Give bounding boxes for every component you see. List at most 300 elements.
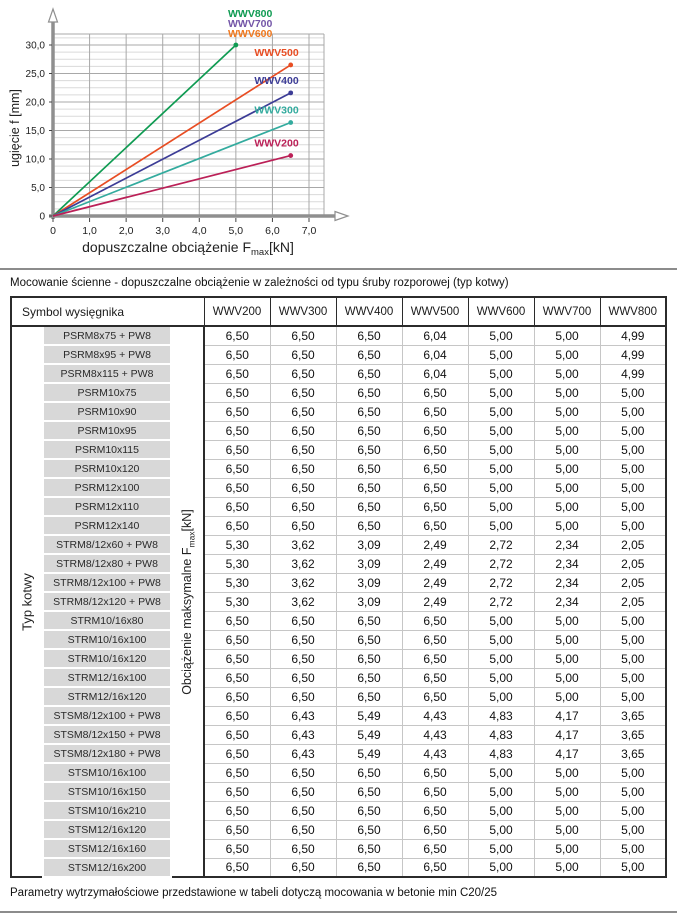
y-tick-label: 30,0 — [25, 40, 45, 52]
anchor-type-label: STRM12/16x120 — [43, 687, 171, 706]
load-value: 6,50 — [270, 763, 336, 782]
load-value: 6,50 — [336, 763, 402, 782]
load-value: 3,09 — [336, 535, 402, 554]
load-value: 5,00 — [600, 402, 666, 421]
load-table — [10, 296, 667, 878]
load-value: 6,50 — [402, 687, 468, 706]
load-value: 5,00 — [534, 421, 600, 440]
load-value: 5,00 — [468, 801, 534, 820]
load-value: 5,00 — [468, 383, 534, 402]
load-value: 6,50 — [204, 801, 270, 820]
load-value: 6,50 — [402, 440, 468, 459]
load-value: 6,50 — [204, 326, 270, 345]
anchor-type-label: PSRM12x140 — [43, 516, 171, 535]
table-row — [11, 668, 666, 687]
series-endpoint-wwv400 — [288, 90, 293, 95]
load-value: 5,00 — [468, 364, 534, 383]
divider — [0, 268, 677, 270]
load-value: 5,00 — [534, 649, 600, 668]
load-value: 6,50 — [336, 478, 402, 497]
load-value: 2,49 — [402, 573, 468, 592]
load-value: 6,50 — [270, 345, 336, 364]
load-value: 6,50 — [204, 725, 270, 744]
load-value: 6,50 — [270, 839, 336, 858]
table-row — [11, 782, 666, 801]
load-value: 4,83 — [468, 744, 534, 763]
anchor-type-label: PSRM10x115 — [43, 440, 171, 459]
max-load-axis-label: Obciążenie maksymalne $F_{max}[kN]$ — [179, 508, 196, 695]
table-row — [11, 687, 666, 706]
load-value: 5,00 — [468, 630, 534, 649]
load-value: 6,50 — [270, 364, 336, 383]
load-value: 5,30 — [204, 554, 270, 573]
load-value: 5,00 — [468, 820, 534, 839]
load-value: 5,00 — [534, 516, 600, 535]
table-row — [11, 497, 666, 516]
load-value: 2,72 — [468, 573, 534, 592]
table-row — [11, 725, 666, 744]
y-axis-arrow — [49, 9, 58, 22]
load-value: 5,00 — [600, 383, 666, 402]
load-value: 5,00 — [534, 820, 600, 839]
load-value: 6,50 — [402, 668, 468, 687]
table-row — [11, 421, 666, 440]
load-value: 4,43 — [402, 725, 468, 744]
load-value: 3,09 — [336, 573, 402, 592]
load-value: 5,00 — [468, 782, 534, 801]
load-value: 2,49 — [402, 554, 468, 573]
anchor-type-label: PSRM10x90 — [43, 402, 171, 421]
load-value: 6,50 — [402, 649, 468, 668]
load-value: 5,30 — [204, 535, 270, 554]
load-value: 6,50 — [270, 459, 336, 478]
table-row — [11, 630, 666, 649]
load-value: 6,50 — [204, 744, 270, 763]
table-header-row — [11, 297, 666, 326]
load-value: 6,50 — [204, 687, 270, 706]
load-value: 4,17 — [534, 706, 600, 725]
table-row — [11, 478, 666, 497]
load-value: 6,50 — [270, 668, 336, 687]
load-value: 5,00 — [534, 858, 600, 877]
load-value: 5,00 — [600, 687, 666, 706]
load-value: 5,00 — [600, 858, 666, 877]
series-label-wwv700: WWV700 — [228, 18, 273, 30]
load-value: 6,50 — [204, 478, 270, 497]
load-value: 2,05 — [600, 592, 666, 611]
load-value: 5,00 — [600, 611, 666, 630]
load-value: 5,30 — [204, 573, 270, 592]
series-label-wwv800: WWV800 — [228, 8, 273, 20]
series-endpoint-wwv200 — [288, 153, 293, 158]
page — [0, 6, 677, 897]
series-label-wwv500: WWV500 — [254, 46, 299, 59]
load-value: 5,00 — [600, 630, 666, 649]
column-header-wwv600: WWV600 — [468, 297, 534, 326]
load-value: 4,83 — [468, 706, 534, 725]
load-value: 5,00 — [468, 402, 534, 421]
load-value: 5,00 — [534, 478, 600, 497]
anchor-type-label: STRM8/12x80 + PW8 — [43, 554, 171, 573]
load-value: 6,50 — [336, 345, 402, 364]
load-value: 6,50 — [402, 820, 468, 839]
load-value: 6,50 — [336, 364, 402, 383]
load-value: 6,50 — [270, 687, 336, 706]
anchor-type-label: STSM8/12x150 + PW8 — [43, 725, 171, 744]
load-value: 2,05 — [600, 554, 666, 573]
column-header-wwv200: WWV200 — [204, 297, 270, 326]
table-row — [11, 326, 666, 345]
load-value: 5,00 — [468, 763, 534, 782]
anchor-type-label: STSM8/12x100 + PW8 — [43, 706, 171, 725]
load-value: 2,72 — [468, 535, 534, 554]
load-value: 6,50 — [270, 326, 336, 345]
load-value: 6,50 — [270, 649, 336, 668]
table-row — [11, 592, 666, 611]
load-value: 6,50 — [336, 649, 402, 668]
table-row — [11, 440, 666, 459]
load-value: 6,50 — [204, 763, 270, 782]
load-value: 6,50 — [204, 839, 270, 858]
table-row — [11, 839, 666, 858]
load-value: 6,50 — [270, 497, 336, 516]
load-value: 5,00 — [600, 421, 666, 440]
x-tick-label: 5,0 — [228, 225, 244, 237]
load-value: 5,00 — [468, 839, 534, 858]
anchor-type-label: STSM10/16x100 — [43, 763, 171, 782]
load-value: 6,50 — [336, 782, 402, 801]
load-value: 6,50 — [336, 611, 402, 630]
load-value: 5,00 — [600, 668, 666, 687]
load-value: 6,50 — [336, 459, 402, 478]
load-value: 6,50 — [402, 459, 468, 478]
load-value: 6,50 — [204, 630, 270, 649]
load-value: 6,50 — [336, 668, 402, 687]
x-tick-label: 2,0 — [118, 225, 134, 237]
load-value: 6,50 — [270, 402, 336, 421]
load-value: 5,00 — [534, 668, 600, 687]
load-value: 6,50 — [204, 649, 270, 668]
table-row — [11, 364, 666, 383]
load-value: 2,34 — [534, 535, 600, 554]
anchor-type-label: STSM12/16x120 — [43, 820, 171, 839]
load-value: 6,50 — [270, 801, 336, 820]
table-row — [11, 383, 666, 402]
x-tick-label: 4,0 — [191, 225, 207, 237]
load-value: 5,00 — [534, 611, 600, 630]
load-value: 6,50 — [204, 782, 270, 801]
y-tick-label: 15,0 — [25, 126, 45, 137]
load-value: 6,50 — [204, 706, 270, 725]
load-value: 3,62 — [270, 535, 336, 554]
load-value: 5,00 — [534, 839, 600, 858]
load-value: 4,43 — [402, 706, 468, 725]
load-value: 6,50 — [204, 516, 270, 535]
anchor-type-label: STRM10/16x100 — [43, 630, 171, 649]
load-value: 6,50 — [336, 402, 402, 421]
load-value: 2,49 — [402, 535, 468, 554]
load-value: 6,50 — [270, 782, 336, 801]
load-value: 5,00 — [468, 858, 534, 877]
x-axis-title: dopuszczalne obciążenie $F_{max}[kN]$ — [82, 239, 294, 258]
load-value: 5,00 — [534, 763, 600, 782]
load-value: 2,05 — [600, 535, 666, 554]
series-line-wwv200 — [53, 156, 291, 216]
series-label-wwv300: WWV300 — [254, 104, 299, 117]
x-tick-label: 6,0 — [265, 225, 280, 237]
table-row — [11, 345, 666, 364]
load-value: 6,50 — [336, 497, 402, 516]
load-value: 5,49 — [336, 744, 402, 763]
load-value: 6,43 — [270, 744, 336, 763]
load-value: 5,00 — [600, 440, 666, 459]
table-row — [11, 516, 666, 535]
load-value: 6,50 — [270, 383, 336, 402]
load-value: 5,00 — [534, 345, 600, 364]
load-value: 4,99 — [600, 345, 666, 364]
x-tick-label: 0 — [50, 225, 56, 237]
anchor-type-label: PSRM12x110 — [43, 497, 171, 516]
footer-note: Parametry wytrzymałościowe przedstawione w tabeli dotyczą mocowania w betonie min C20/25 — [10, 887, 498, 899]
load-value: 6,43 — [270, 725, 336, 744]
load-value: 6,50 — [336, 839, 402, 858]
load-value: 5,00 — [468, 421, 534, 440]
anchor-type-label: PSRM10x120 — [43, 459, 171, 478]
load-value: 5,00 — [534, 630, 600, 649]
load-value: 5,00 — [468, 497, 534, 516]
load-value: 3,62 — [270, 592, 336, 611]
table-row — [11, 573, 666, 592]
load-value: 5,00 — [468, 611, 534, 630]
load-value: 6,50 — [402, 801, 468, 820]
load-value: 3,09 — [336, 554, 402, 573]
load-value: 5,00 — [468, 478, 534, 497]
load-value: 6,50 — [204, 421, 270, 440]
table-row — [11, 706, 666, 725]
anchor-type-label: STSM10/16x210 — [43, 801, 171, 820]
load-value: 6,50 — [270, 440, 336, 459]
load-value: 5,00 — [468, 668, 534, 687]
anchor-type-label: STSM10/16x150 — [43, 782, 171, 801]
series-label-wwv600: WWV600 — [228, 28, 273, 40]
load-value: 6,50 — [270, 421, 336, 440]
load-value: 2,34 — [534, 592, 600, 611]
load-value: 4,99 — [600, 326, 666, 345]
column-header-wwv700: WWV700 — [534, 297, 600, 326]
load-value: 6,50 — [204, 668, 270, 687]
anchor-type-label: STSM8/12x180 + PW8 — [43, 744, 171, 763]
table-row — [11, 763, 666, 782]
anchor-type-label: PSRM8x75 + PW8 — [43, 326, 171, 345]
load-value: 6,50 — [270, 478, 336, 497]
x-tick-label: 7,0 — [301, 225, 317, 237]
load-value: 5,00 — [534, 801, 600, 820]
load-value: 3,65 — [600, 744, 666, 763]
load-value: 5,00 — [534, 687, 600, 706]
load-value: 5,00 — [600, 516, 666, 535]
load-value: 5,00 — [534, 402, 600, 421]
anchor-type-label: STSM12/16x160 — [43, 839, 171, 858]
series-label-wwv400: WWV400 — [254, 74, 299, 87]
load-value: 5,00 — [468, 516, 534, 535]
load-value: 5,00 — [468, 345, 534, 364]
load-value: 5,00 — [600, 497, 666, 516]
load-value: 5,00 — [600, 839, 666, 858]
load-value: 6,50 — [336, 440, 402, 459]
load-value: 5,00 — [534, 383, 600, 402]
load-value: 4,99 — [600, 364, 666, 383]
table-row — [11, 611, 666, 630]
load-value: 6,50 — [402, 839, 468, 858]
anchor-type-label: PSRM10x75 — [43, 383, 171, 402]
series-label-wwv200: WWV200 — [254, 137, 299, 150]
series-endpoint-wwv500 — [288, 63, 293, 68]
table-row — [11, 744, 666, 763]
load-value: 6,50 — [402, 858, 468, 877]
y-tick-label: 25,0 — [25, 69, 45, 80]
load-value: 6,50 — [204, 345, 270, 364]
load-value: 6,50 — [402, 497, 468, 516]
load-value: 6,04 — [402, 364, 468, 383]
table-row — [11, 801, 666, 820]
load-value: 2,05 — [600, 573, 666, 592]
load-value: 6,50 — [336, 820, 402, 839]
table-row — [11, 402, 666, 421]
load-value: 6,50 — [336, 516, 402, 535]
load-value: 6,04 — [402, 326, 468, 345]
column-header-wwv500: WWV500 — [402, 297, 468, 326]
load-value: 5,00 — [468, 687, 534, 706]
load-value: 4,17 — [534, 744, 600, 763]
load-value: 6,50 — [402, 383, 468, 402]
anchor-type-label: STRM8/12x120 + PW8 — [43, 592, 171, 611]
max-load-axis-cell — [171, 326, 204, 877]
anchor-type-label: STRM10/16x80 — [43, 611, 171, 630]
load-value: 3,62 — [270, 554, 336, 573]
anchor-type-label: PSRM12x100 — [43, 478, 171, 497]
load-value: 6,50 — [402, 763, 468, 782]
anchor-type-label: STRM12/16x100 — [43, 668, 171, 687]
typ-kotwy-label: Typ kotwy — [19, 572, 35, 631]
load-value: 5,00 — [534, 497, 600, 516]
load-value: 6,50 — [402, 611, 468, 630]
load-value: 6,50 — [336, 630, 402, 649]
load-value: 2,34 — [534, 554, 600, 573]
load-value: 2,72 — [468, 592, 534, 611]
series-endpoint-wwv800 — [233, 43, 238, 48]
load-value: 6,50 — [402, 516, 468, 535]
anchor-type-label: STRM8/12x100 + PW8 — [43, 573, 171, 592]
load-value: 5,49 — [336, 706, 402, 725]
load-value: 5,00 — [534, 459, 600, 478]
anchor-type-label: STRM10/16x120 — [43, 649, 171, 668]
load-value: 5,00 — [534, 440, 600, 459]
load-value: 5,00 — [534, 782, 600, 801]
load-value: 6,50 — [270, 611, 336, 630]
load-value: 5,00 — [600, 782, 666, 801]
load-value: 4,83 — [468, 725, 534, 744]
deflection-chart — [6, 6, 351, 268]
load-value: 5,00 — [468, 649, 534, 668]
table-caption: Mocowanie ścienne - dopuszczalne obciążenie w zależności od typu śruby rozporowej (typ kotwy) — [10, 277, 509, 289]
load-value: 6,50 — [336, 383, 402, 402]
load-value: 3,65 — [600, 725, 666, 744]
load-value: 6,50 — [204, 402, 270, 421]
load-value: 6,50 — [336, 801, 402, 820]
x-axis-arrow — [335, 212, 348, 221]
load-value: 6,50 — [336, 687, 402, 706]
load-value: 5,49 — [336, 725, 402, 744]
load-value: 5,00 — [468, 459, 534, 478]
table-row — [11, 459, 666, 478]
load-value: 6,43 — [270, 706, 336, 725]
load-value: 3,62 — [270, 573, 336, 592]
load-value: 3,65 — [600, 706, 666, 725]
load-value: 2,49 — [402, 592, 468, 611]
load-value: 6,50 — [204, 820, 270, 839]
series-endpoint-wwv300 — [288, 120, 293, 125]
anchor-type-label: STSM12/16x200 — [43, 858, 171, 877]
load-value: 6,04 — [402, 345, 468, 364]
x-tick-label: 1,0 — [82, 225, 97, 237]
table-row — [11, 554, 666, 573]
load-value: 5,00 — [534, 364, 600, 383]
load-value: 6,50 — [402, 630, 468, 649]
anchor-type-label: STRM8/12x60 + PW8 — [43, 535, 171, 554]
y-tick-label: 10,0 — [25, 154, 45, 166]
load-value: 6,50 — [270, 516, 336, 535]
anchor-type-label: PSRM10x95 — [43, 421, 171, 440]
load-value: 6,50 — [270, 820, 336, 839]
load-value: 6,50 — [402, 478, 468, 497]
load-value: 6,50 — [204, 383, 270, 402]
load-value: 6,50 — [336, 326, 402, 345]
load-value: 6,50 — [270, 630, 336, 649]
y-tick-label: 20,0 — [25, 97, 45, 109]
table-row — [11, 858, 666, 877]
column-header-wwv300: WWV300 — [270, 297, 336, 326]
symbol-header: Symbol wysięgnika — [11, 297, 204, 326]
anchor-type-label: PSRM8x95 + PW8 — [43, 345, 171, 364]
load-value: 3,09 — [336, 592, 402, 611]
y-axis-title: ugięcie f [mm] — [8, 89, 22, 167]
load-value: 5,00 — [600, 649, 666, 668]
load-value: 5,00 — [468, 326, 534, 345]
load-value: 6,50 — [204, 364, 270, 383]
anchor-type-label: PSRM8x115 + PW8 — [43, 364, 171, 383]
table-row — [11, 535, 666, 554]
load-value: 2,72 — [468, 554, 534, 573]
column-header-wwv400: WWV400 — [336, 297, 402, 326]
load-value: 4,17 — [534, 725, 600, 744]
load-value: 5,00 — [600, 459, 666, 478]
load-value: 5,00 — [534, 326, 600, 345]
typ-kotwy-cell — [11, 326, 43, 877]
load-value: 2,34 — [534, 573, 600, 592]
x-tick-label: 3,0 — [155, 225, 171, 237]
load-value: 6,50 — [204, 611, 270, 630]
load-value: 6,50 — [402, 782, 468, 801]
load-value: 5,30 — [204, 592, 270, 611]
table-row — [11, 820, 666, 839]
load-value: 6,50 — [204, 440, 270, 459]
load-value: 6,50 — [336, 421, 402, 440]
load-value: 6,50 — [402, 421, 468, 440]
load-value: 5,00 — [600, 801, 666, 820]
y-tick-label: 5,0 — [31, 183, 45, 194]
y-tick-label: 0 — [39, 211, 45, 223]
column-header-wwv800: WWV800 — [600, 297, 666, 326]
